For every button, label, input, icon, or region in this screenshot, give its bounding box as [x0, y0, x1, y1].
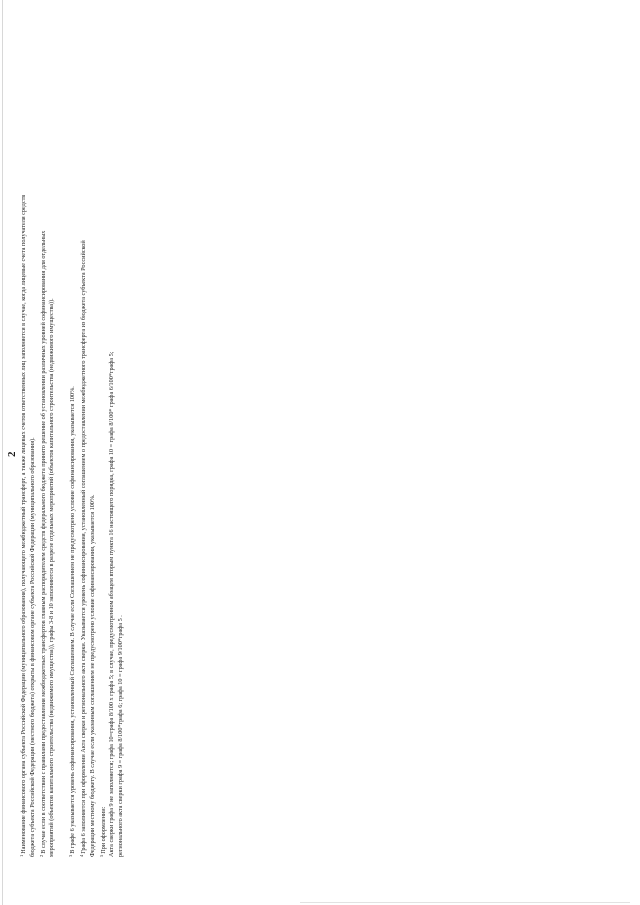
footnote-5-line-3: регионального акта сверки графа 9 = графа 8/100*графа 6; графа 10 = графа 9/100*графа 5 . [116, 615, 124, 857]
footnote-1-line-2: бюджета субъекта Российской Федерации (местного бюджета) открыты в финансовом органе субъекта Российской Федерации (муниципального образования). [28, 437, 36, 857]
footnote-5-line-2: Акта сверки графа 9 не заполняется; графа 10=графа 8/100 х графа 5; в случае, предусмотренном абзацем вторым пункта 16 настоящего порядка, графа 10 = графа 8/100* графа 6/100*графа 5; [108, 351, 116, 857]
footnote-5-line-1: При оформлении: [99, 806, 107, 854]
page-number: 2 [6, 451, 18, 457]
footnote-1 [20, 47, 37, 857]
footnote-4 [80, 47, 97, 857]
footnote-2-mark: 2 [38, 854, 44, 857]
footnote-3 [69, 47, 78, 857]
footnote-2-line-1: В случае если в соответствии с правилами предоставления межбюджетных трансфертов главным распорядителем средств федерального бюджета принято решение об установлении различных уровней софинансирования для отдельных [39, 230, 47, 854]
footnote-1-line-1: Наименование финансового органа субъекта Российской Федерации (муниципального образования), получающего межбюджетный трансферт, а также лицевых счетов ответственных лиц заполняется в случае, когда лицевые счета получателя средств [20, 194, 27, 854]
spacer [59, 47, 69, 857]
footnote-2 [40, 47, 57, 857]
footnotes-block [20, 47, 128, 857]
footnote-4-mark: 4 [79, 854, 85, 857]
footnote-5-mark: 5 [98, 854, 104, 857]
footnote-4-line-1: Графа 6 заполняется при оформлении Акта сверки и регионального акта сверки. Указывается уровень софинансирования, установленный соглашением о предоставлении межбюджетного трансферта из бюджета субъекта Российской [80, 240, 88, 854]
footnote-4-line-2: Федерации местному бюджету. В случае если указанным соглашением не предусмотрено условие софинансирования, указывается 100%. [88, 494, 96, 857]
footnote-3-mark: 3 [68, 854, 74, 857]
footnote-3-line-1: В графе 6 указывается уровень софинансирования, установленный Соглашением. В случае если Соглашением не предусмотрено условие софинансирования, указывается 100%. [69, 386, 77, 854]
footnote-2-line-2: мероприятий (объектов капитального строительства (недвижимого имущества)), графы 3-8 и 10 заполняются в разрезе отдельных мероприятий (объектов капитального строительства (недвижимого имущества)). [48, 298, 56, 857]
footnote-5 [100, 47, 126, 857]
footnote-1-mark: 1 [19, 854, 24, 857]
